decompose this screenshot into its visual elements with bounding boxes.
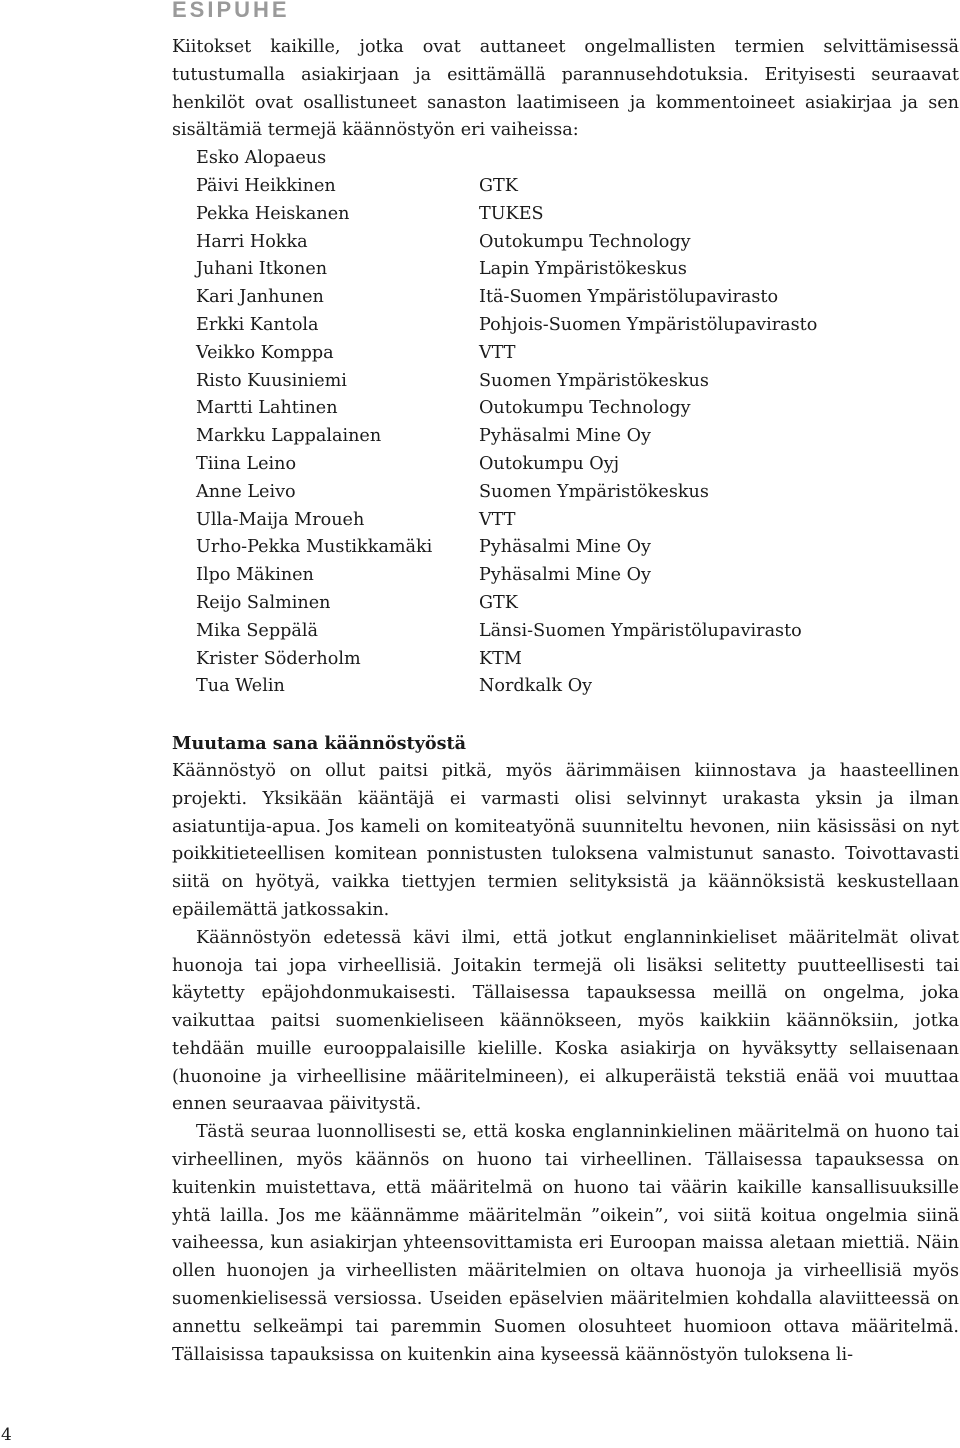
subsection-heading: Muutama sana käännöstyöstä bbox=[172, 733, 467, 755]
contributor-row bbox=[196, 145, 959, 173]
contributor-org: Nordkalk Oy bbox=[479, 676, 593, 697]
contributor-org: KTM bbox=[479, 648, 522, 669]
contributor-name: Päivi Heikkinen bbox=[196, 175, 336, 196]
contributor-row bbox=[196, 673, 959, 701]
contributor-row bbox=[196, 312, 959, 340]
contributor-org: VTT bbox=[479, 509, 516, 530]
contributor-org: Itä-Suomen Ympäristölupavirasto bbox=[479, 287, 779, 308]
contributor-row bbox=[196, 646, 959, 674]
contributor-name: Markku Lappalainen bbox=[196, 426, 382, 447]
contributor-row bbox=[196, 423, 959, 451]
contributor-org: GTK bbox=[479, 592, 518, 613]
contributor-row bbox=[196, 395, 959, 423]
contributor-row bbox=[196, 284, 959, 312]
contributor-name: Reijo Salminen bbox=[196, 592, 331, 613]
contributor-name: Erkki Kantola bbox=[196, 314, 319, 335]
contributor-org: Outokumpu Technology bbox=[479, 398, 691, 419]
contributor-name: Tiina Leino bbox=[196, 453, 297, 474]
contributor-row bbox=[196, 618, 959, 646]
contributor-row bbox=[196, 229, 959, 257]
contributor-row bbox=[196, 173, 959, 201]
contributor-org: Suomen Ympäristökeskus bbox=[479, 370, 709, 391]
contributor-row bbox=[196, 479, 959, 507]
body-paragraph: Tästä seuraa luonnollisesti se, että koska englanninkielinen määritelmä on huono tai virheellinen, myös käännös on huono tai virheellinen. Tällaisessa tapauksessa on kuitenkin muistettava, että määritelmä on huono tai väärin kaikille kansallisuuksille yhtä lailla. Jos me käännämme määritelmän ”oikein”, voi siitä koitua ongelmia siinä vaiheessa, kun asiakirjan yhteensovittamista eri Euroopan maissa aletaan miettiä. Näin ollen huonojen ja virheellisten määritelmien on oltava huonoja ja virheellisiä myös suomenkielisessä versiossa. Useiden epäselvien määritelmien kohdalla alaviitteessä on annettu selkeämpi tai paremmin Suomen olosuhteet huomioon ottava määritelmä. Tällaisissa tapauksissa on kuitenkin aina kyseessä käännöstyön tuloksena li- bbox=[172, 1122, 959, 1365]
intro-paragraph: Kiitokset kaikille, jotka ovat auttaneet ongelmallisten termien selvittämisessä tutustumalla asiakirjaan ja esittämällä parannusehdotuksia. Erityisesti seuraavat henkilöt ovat osallistuneet sanaston laatimiseen ja kommentoineet asiakirjaa ja sen sisältämiä termejä käännöstyön eri vaiheissa: bbox=[172, 37, 959, 141]
contributor-row bbox=[196, 562, 959, 590]
contributor-row bbox=[196, 340, 959, 368]
contributor-name: Anne Leivo bbox=[196, 481, 296, 502]
contributor-row bbox=[196, 451, 959, 479]
contributor-org: Pyhäsalmi Mine Oy bbox=[479, 537, 651, 558]
contributor-org: Länsi-Suomen Ympäristölupavirasto bbox=[479, 620, 802, 641]
contributor-name: Risto Kuusiniemi bbox=[196, 370, 347, 391]
contributor-name: Juhani Itkonen bbox=[196, 259, 328, 280]
contributor-row bbox=[196, 256, 959, 284]
contributor-row bbox=[196, 507, 959, 535]
contributor-org: Outokumpu Technology bbox=[479, 231, 691, 252]
page-content bbox=[172, 34, 959, 1369]
body-paragraph: Käännöstyö on ollut paitsi pitkä, myös äärimmäisen kiinnostava ja haasteellinen projekti. Yksikään kääntäjä ei varmasti olisi selvinnyt urakasta yksin ja ilman asiatuntija-apua. Jos kameli on komiteatyönä suunniteltu hevonen, niin käsissäsi on nyt poikkitieteellisen komitean ponnistusten tuloksena valmistunut sanasto. Toivottavasti siitä on hyötyä, vaikka tiettyjen termien selityksistä ja käännöksistä keskustellaan epäilemättä jatkossakin. bbox=[172, 760, 959, 920]
contributor-name: Ilpo Mäkinen bbox=[196, 565, 314, 586]
contributor-name: Krister Söderholm bbox=[196, 648, 361, 669]
contributor-org: Lapin Ympäristökeskus bbox=[479, 259, 687, 280]
contributor-name: Veikko Komppa bbox=[196, 342, 334, 363]
contributor-name: Harri Hokka bbox=[196, 231, 308, 252]
contributor-name: Esko Alopaeus bbox=[196, 148, 327, 169]
contributor-org: Outokumpu Oyj bbox=[479, 453, 620, 474]
section-heading: ESIPUHE bbox=[172, 0, 290, 22]
contributor-row bbox=[196, 368, 959, 396]
contributor-org: TUKES bbox=[479, 203, 544, 224]
contributor-org: Pyhäsalmi Mine Oy bbox=[479, 426, 651, 447]
contributor-name: Urho-Pekka Mustikkamäki bbox=[196, 537, 433, 558]
body-paragraph: Käännöstyön edetessä kävi ilmi, että jotkut englanninkieliset määritelmät olivat huonoja tai jopa virheellisiä. Joitakin termejä oli lisäksi selitetty puutteellisesti tai käytetty epäjohdonmukaisesti. Tällaisessa tapauksessa meillä on ongelma, joka vaikuttaa paitsi suomenkieliseen käännökseen, myös kaikkiin käännöksiin, jotka tehdään muille eurooppalaisille kielille. Koska asiakirja on hyväksytty sellaisenaan (huonoine ja virheellisine määritelmineen), ei alkuperäistä tekstiä enää voi muuttaa ennen seuraavaa päivitystä. bbox=[172, 927, 959, 1115]
contributor-name: Ulla-Maija Mroueh bbox=[196, 509, 365, 530]
contributor-name: Martti Lahtinen bbox=[196, 398, 338, 419]
contributor-name: Tua Welin bbox=[196, 676, 285, 697]
contributor-row bbox=[196, 201, 959, 229]
contributor-org: GTK bbox=[479, 175, 518, 196]
contributor-list bbox=[196, 145, 959, 701]
page-number: 4 bbox=[1, 1425, 12, 1445]
contributor-org: Suomen Ympäristökeskus bbox=[479, 481, 709, 502]
contributor-name: Kari Janhunen bbox=[196, 287, 324, 308]
contributor-name: Pekka Heiskanen bbox=[196, 203, 350, 224]
contributor-org: Pohjois-Suomen Ympäristölupavirasto bbox=[479, 314, 818, 335]
contributor-org: VTT bbox=[479, 342, 516, 363]
contributor-row bbox=[196, 534, 959, 562]
contributor-org: Pyhäsalmi Mine Oy bbox=[479, 565, 651, 586]
contributor-name: Mika Seppälä bbox=[196, 620, 318, 641]
contributor-row bbox=[196, 590, 959, 618]
